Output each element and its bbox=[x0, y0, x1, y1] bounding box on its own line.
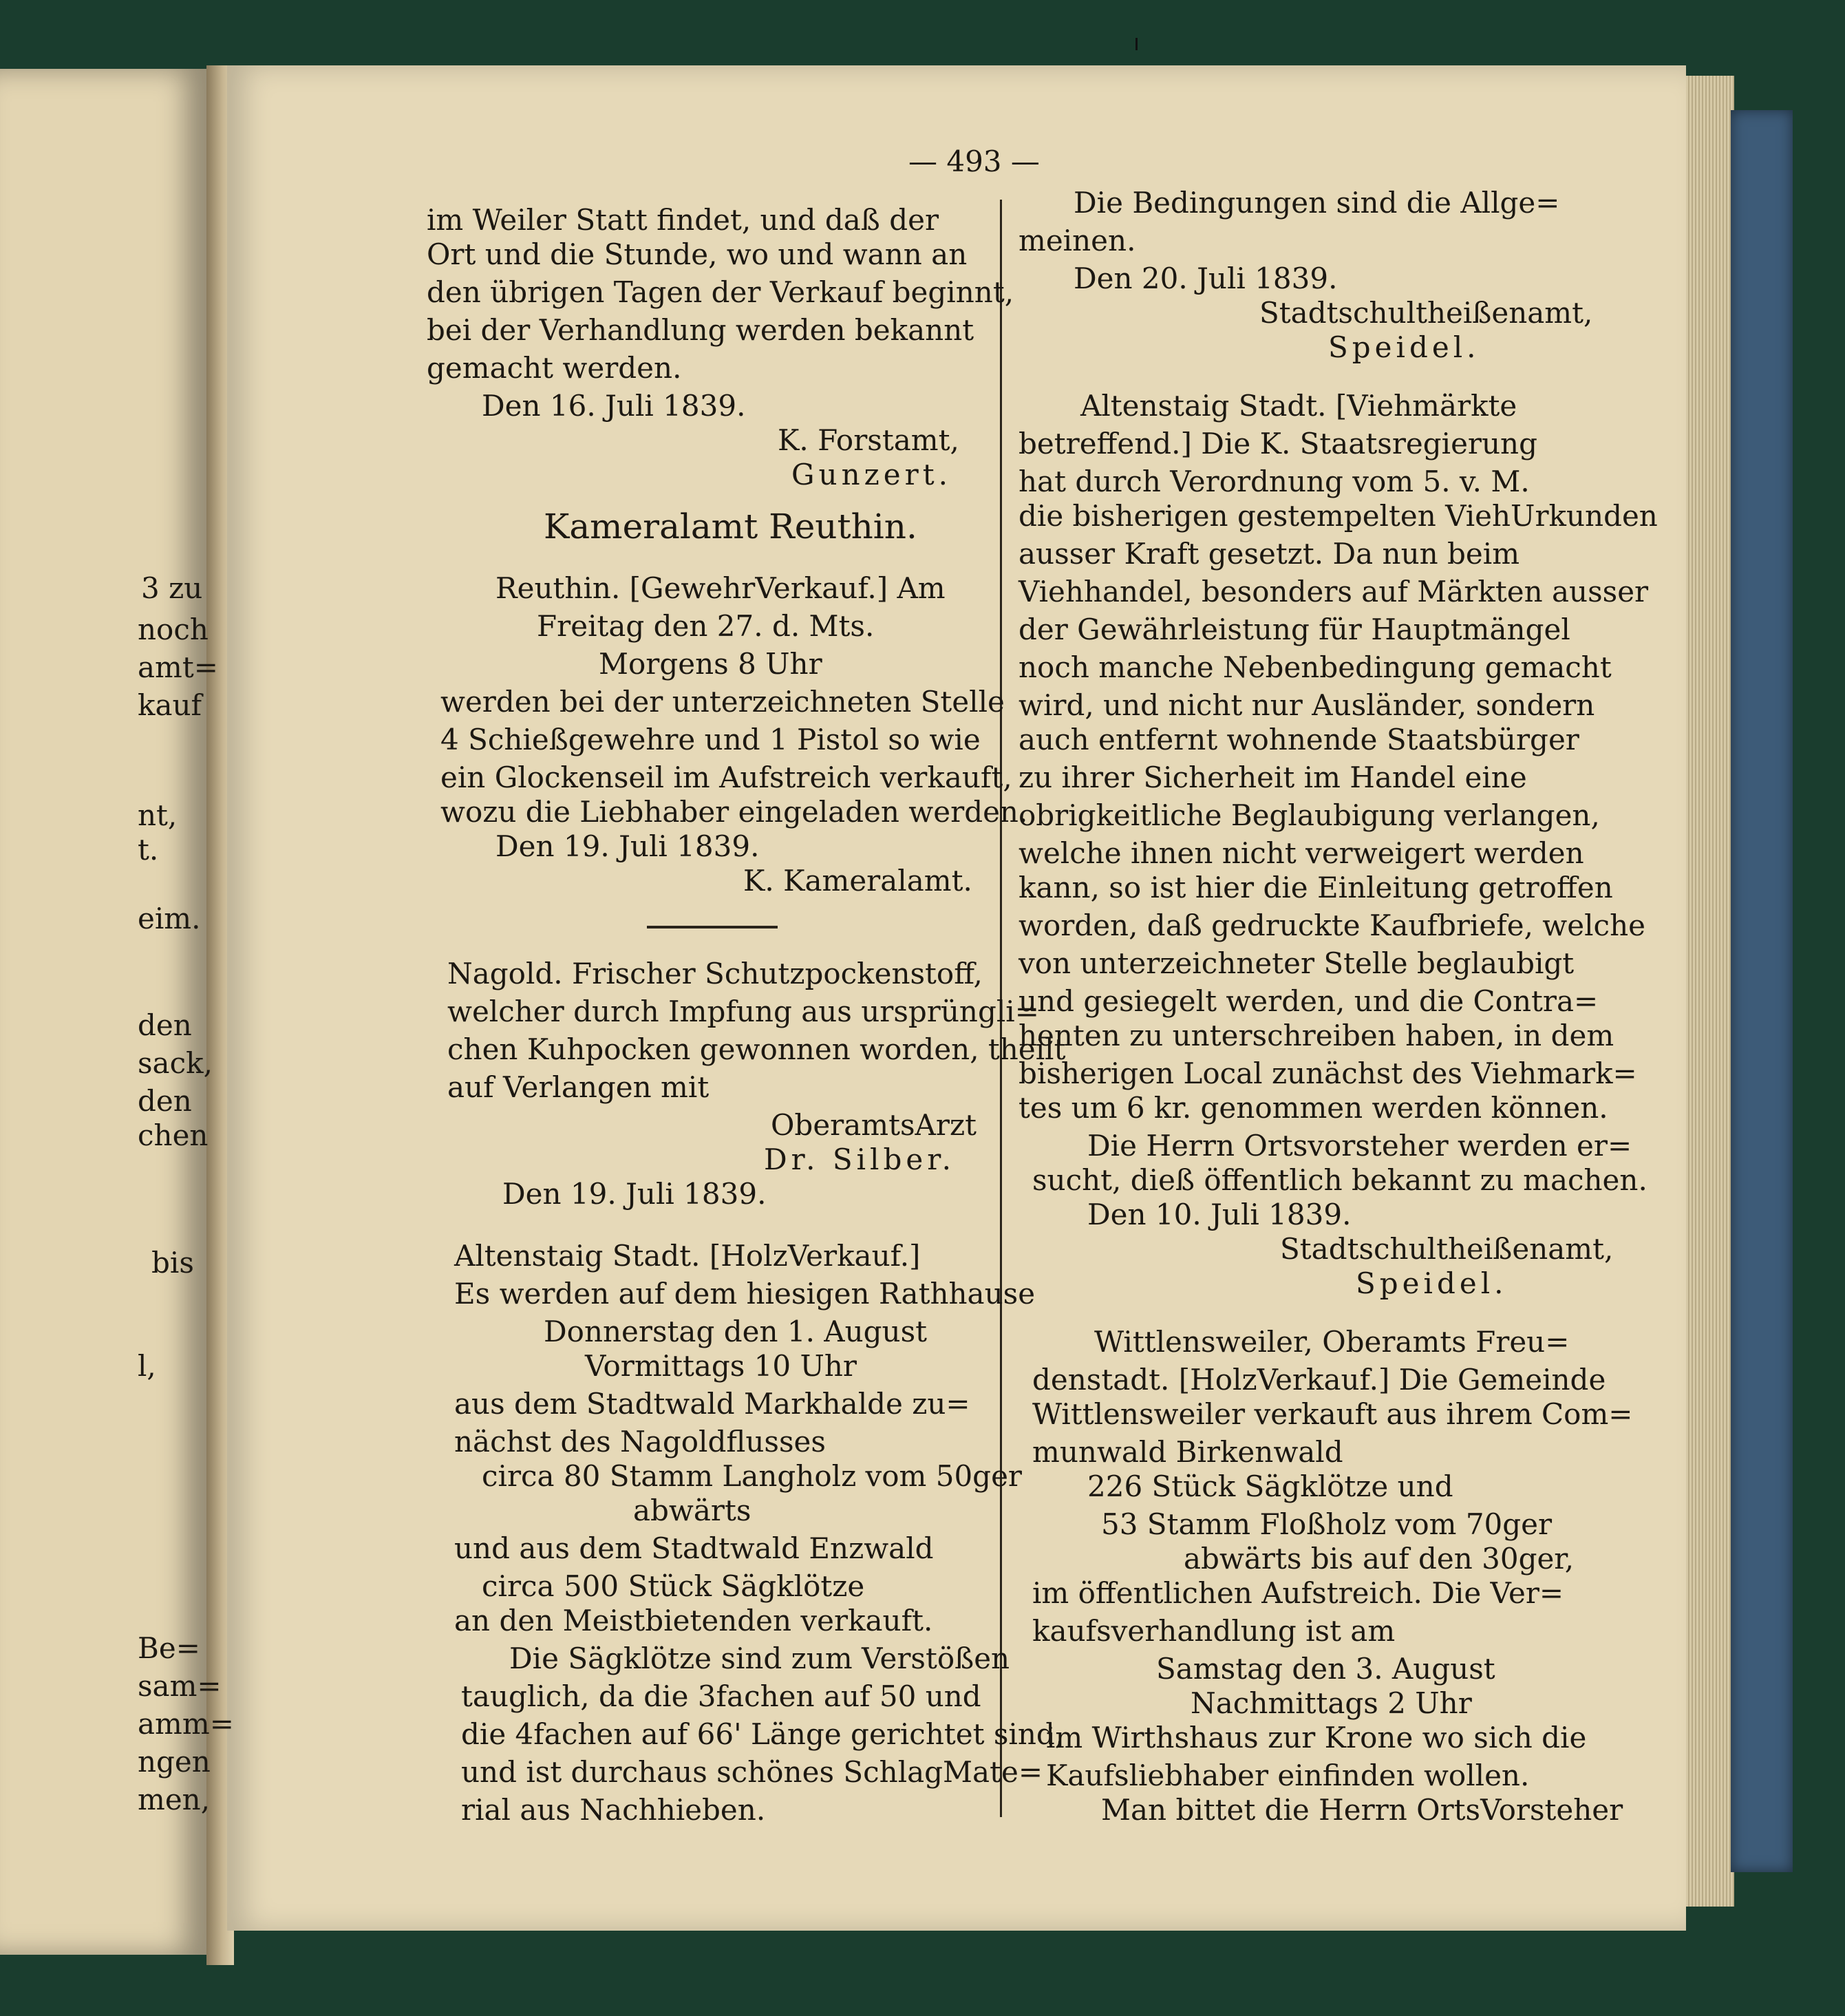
dateline: Den 10. Juli 1839. bbox=[1087, 1198, 1352, 1231]
text-line: noch manche Nebenbedingung gemacht bbox=[1019, 650, 1612, 684]
text-line: Freitag den 27. d. Mts. bbox=[537, 609, 875, 643]
text-line: auch entfernt wohnende Staatsbürger bbox=[1019, 723, 1579, 756]
text-line: obrigkeitliche Beglaubigung verlangen, bbox=[1019, 798, 1600, 832]
dateline: Den 20. Juli 1839. bbox=[1074, 262, 1338, 295]
text-line: abwärts bbox=[633, 1494, 751, 1527]
text-line: und aus dem Stadtwald Enzwald bbox=[454, 1531, 934, 1565]
text-line: chen Kuhpocken gewonnen worden, theilt bbox=[447, 1032, 1066, 1066]
text-line: kaufsverhandlung ist am bbox=[1032, 1614, 1396, 1648]
fragment: 3 zu bbox=[141, 571, 203, 605]
text-line: Reuthin. [GewehrVerkauf.] Am bbox=[495, 571, 946, 605]
text-line: zu ihrer Sicherheit im Handel eine bbox=[1019, 761, 1527, 794]
page-number: — 493 — bbox=[908, 145, 1040, 178]
fragment: den bbox=[138, 1084, 192, 1118]
text-line: Es werden auf dem hiesigen Rathhause bbox=[454, 1277, 1036, 1311]
text-line: Man bittet die Herrn OrtsVorsteher bbox=[1101, 1793, 1623, 1827]
text-line: circa 80 Stamm Langholz vom 50ger bbox=[482, 1459, 1022, 1493]
text-line: sucht, dieß öffentlich bekannt zu machen. bbox=[1032, 1163, 1647, 1197]
text-line: werden bei der unterzeichneten Stelle bbox=[440, 685, 1005, 719]
fragment: eim. bbox=[138, 902, 201, 935]
text-line: die 4fachen auf 66' Länge gerichtet sind, bbox=[461, 1717, 1065, 1751]
text-line: worden, daß gedruckte Kaufbriefe, welche bbox=[1019, 909, 1645, 942]
text-line: wozu die Liebhaber eingeladen werden. bbox=[440, 795, 1028, 829]
text-line: circa 500 Stück Sägklötze bbox=[482, 1569, 865, 1603]
dateline: Den 19. Juli 1839. bbox=[502, 1177, 767, 1211]
text-line: tes um 6 kr. genommen werden können. bbox=[1019, 1091, 1608, 1125]
text-line: rial aus Nachhieben. bbox=[461, 1793, 766, 1827]
signature-name: Speidel. bbox=[1328, 330, 1480, 364]
text-line: Altenstaig Stadt. [Viehmärkte bbox=[1080, 389, 1517, 423]
text-line: 226 Stück Sägklötze und bbox=[1087, 1469, 1453, 1503]
text-line: tauglich, da die 3fachen auf 50 und bbox=[461, 1679, 981, 1713]
text-line: Die Bedingungen sind die Allge= bbox=[1074, 186, 1560, 220]
signature: Stadtschultheißenamt, bbox=[1280, 1232, 1614, 1266]
signature: Stadtschultheißenamt, bbox=[1259, 296, 1593, 330]
dateline: Den 16. Juli 1839. bbox=[482, 389, 746, 423]
fragment: chen bbox=[138, 1118, 209, 1152]
text-line: meinen. bbox=[1019, 224, 1136, 257]
text-line: Kaufsliebhaber einfinden wollen. bbox=[1046, 1759, 1530, 1792]
text-line: Samstag den 3. August bbox=[1156, 1652, 1495, 1686]
text-line: ein Glockenseil im Aufstreich verkauft, bbox=[440, 761, 1012, 794]
text-line: welcher durch Impfung aus ursprüngli= bbox=[447, 995, 1039, 1028]
signature-name: Gunzert. bbox=[791, 458, 952, 491]
fragment: amm= bbox=[138, 1707, 234, 1741]
text-line: Morgens 8 Uhr bbox=[599, 647, 822, 681]
text-line: und gesiegelt werden, und die Contra= bbox=[1019, 984, 1599, 1018]
text-line: abwärts bis auf den 30ger, bbox=[1184, 1542, 1575, 1575]
text-line: Die Herrn Ortsvorsteher werden er= bbox=[1087, 1129, 1632, 1163]
fragment: den bbox=[138, 1008, 192, 1042]
text-line: Altenstaig Stadt. [HolzVerkauf.] bbox=[454, 1239, 921, 1273]
text-line: im Wirthshaus zur Krone wo sich die bbox=[1046, 1721, 1587, 1754]
text-line: Nagold. Frischer Schutzpockenstoff, bbox=[447, 957, 983, 990]
signature: OberamtsArzt bbox=[771, 1108, 977, 1142]
fragment: t. bbox=[138, 833, 159, 867]
text-line: ausser Kraft gesetzt. Da nun beim bbox=[1019, 537, 1520, 571]
text-line: welche ihnen nicht verweigert werden bbox=[1019, 836, 1584, 870]
text-line: bei der Verhandlung werden bekannt bbox=[427, 313, 974, 347]
text-line: und ist durchaus schönes SchlagMate= bbox=[461, 1755, 1043, 1789]
text-line: munwald Birkenwald bbox=[1032, 1435, 1343, 1469]
text-line: von unterzeichneter Stelle beglaubigt bbox=[1019, 946, 1575, 980]
text-line: Die Sägklötze sind zum Verstößen bbox=[509, 1642, 1010, 1675]
section-separator bbox=[647, 926, 778, 929]
text-line: der Gewährleistung für Hauptmängel bbox=[1019, 613, 1570, 646]
text-line: aus dem Stadtwald Markhalde zu= bbox=[454, 1387, 970, 1421]
text-line: Donnerstag den 1. August bbox=[544, 1315, 928, 1348]
fragment: nt, bbox=[138, 798, 178, 832]
fragment: l, bbox=[138, 1349, 156, 1383]
fragment: bis bbox=[151, 1246, 194, 1280]
text-line: 4 Schießgewehre und 1 Pistol so wie bbox=[440, 723, 981, 756]
fragment: amt= bbox=[138, 650, 218, 684]
text-line: Wittlensweiler verkauft aus ihrem Com= bbox=[1032, 1397, 1633, 1431]
text-line: betreffend.] Die K. Staatsregierung bbox=[1019, 427, 1537, 460]
signature-name: Speidel. bbox=[1356, 1266, 1508, 1300]
signature: K. Forstamt, bbox=[778, 423, 959, 457]
text-line: im öffentlichen Aufstreich. Die Ver= bbox=[1032, 1576, 1564, 1610]
signature: K. Kameralamt. bbox=[743, 864, 972, 898]
text-line: auf Verlangen mit bbox=[447, 1070, 710, 1104]
text-line: kann, so ist hier die Einleitung getroffen bbox=[1019, 871, 1613, 904]
dateline: Den 19. Juli 1839. bbox=[495, 829, 760, 863]
text-line: 53 Stamm Floßholz vom 70ger bbox=[1101, 1507, 1553, 1541]
text-line: nächst des Nagoldflusses bbox=[454, 1425, 826, 1458]
fragment: noch bbox=[138, 613, 209, 646]
fragment: sack, bbox=[138, 1046, 213, 1080]
fragment: Be= bbox=[138, 1631, 200, 1665]
fragment: kauf bbox=[138, 688, 202, 722]
cover-board bbox=[1731, 110, 1793, 1872]
text-line: denstadt. [HolzVerkauf.] Die Gemeinde bbox=[1032, 1363, 1606, 1397]
signature-name: Dr. Silber. bbox=[764, 1143, 956, 1176]
fragment: ngen bbox=[138, 1745, 211, 1779]
text-line: den übrigen Tagen der Verkauf beginnt, bbox=[427, 275, 1014, 309]
text-line: Vormittags 10 Uhr bbox=[585, 1349, 857, 1383]
text-line: hat durch Verordnung vom 5. v. M. bbox=[1019, 465, 1530, 498]
text-line: gemacht werden. bbox=[427, 351, 682, 385]
text-line: Nachmittags 2 Uhr bbox=[1191, 1686, 1472, 1720]
text-line: an den Meistbietenden verkauft. bbox=[454, 1604, 933, 1637]
page-edges bbox=[1686, 76, 1734, 1907]
section-heading: Kameralamt Reuthin. bbox=[544, 507, 917, 547]
text-line: Wittlensweiler, Oberamts Freu= bbox=[1094, 1325, 1570, 1359]
fragment: men, bbox=[138, 1783, 211, 1816]
text-line: die bisherigen gestempelten ViehUrkunden bbox=[1019, 499, 1658, 533]
text-line: Ort und die Stunde, wo und wann an bbox=[427, 237, 968, 271]
text-line: bisherigen Local zunächst des Viehmark= bbox=[1019, 1057, 1637, 1090]
page-marker bbox=[1135, 38, 1138, 50]
text-line: im Weiler Statt findet, und daß der bbox=[427, 203, 939, 237]
text-line: wird, und nicht nur Ausländer, sondern bbox=[1019, 688, 1595, 722]
text-line: henten zu unterschreiben haben, in dem bbox=[1019, 1019, 1614, 1052]
fragment: sam= bbox=[138, 1669, 222, 1703]
text-line: Viehhandel, besonders auf Märkten ausser bbox=[1019, 575, 1649, 608]
